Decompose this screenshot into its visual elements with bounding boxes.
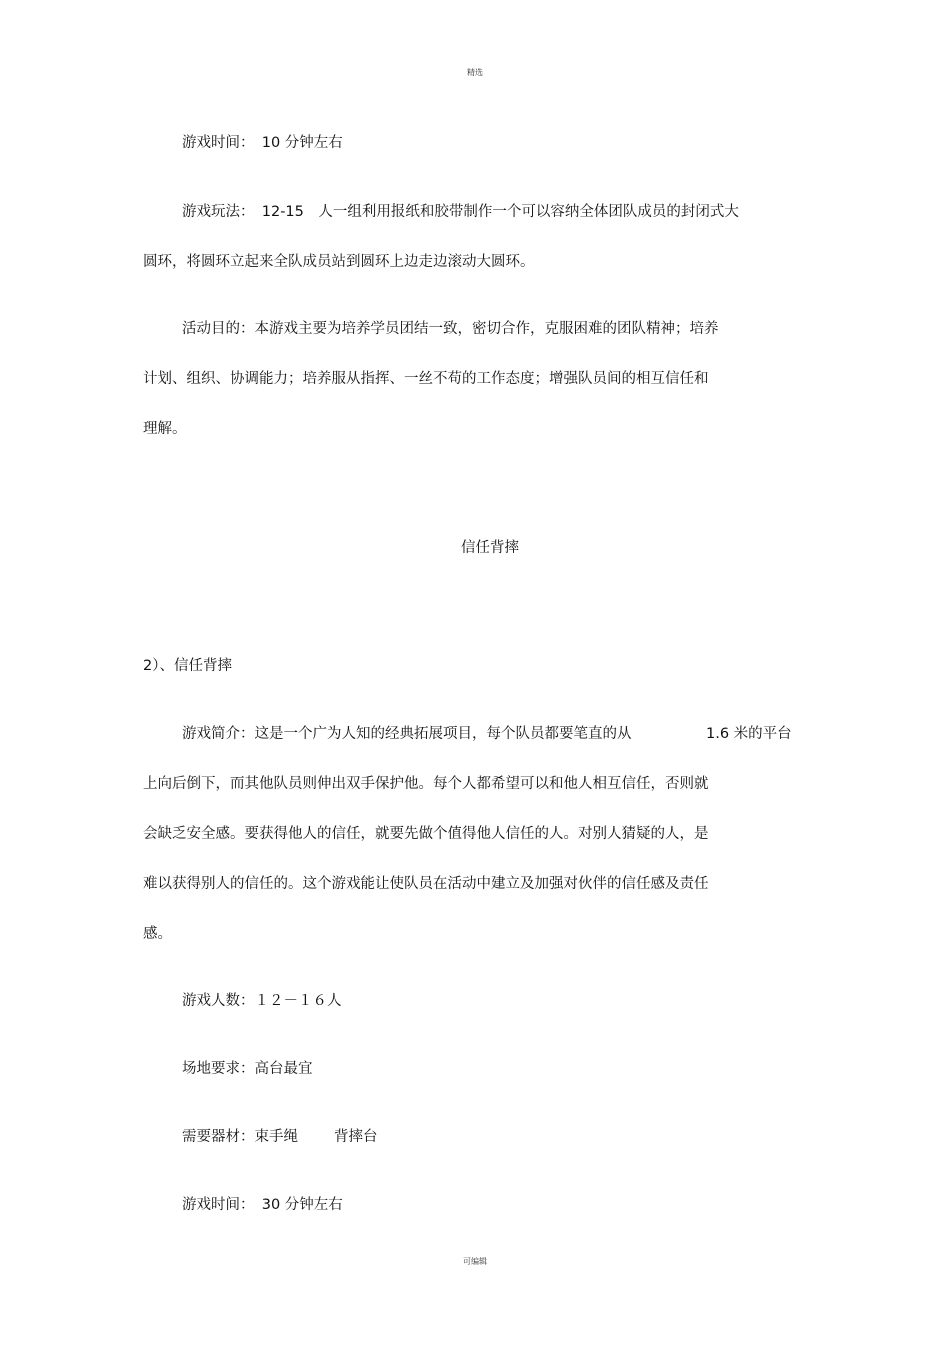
purpose-line-3: 理解。 bbox=[143, 421, 187, 437]
game-time-2: 游戏时间： 30 分钟左右 bbox=[182, 1197, 343, 1213]
page-footer: 可编辑 bbox=[463, 1257, 487, 1266]
intro-line-5: 感。 bbox=[143, 926, 172, 942]
players-line: 游戏人数：１２－１６人 bbox=[182, 993, 342, 1009]
gameplay-line-1: 游戏玩法： 12-15 人一组利用报纸和胶带制作一个可以容纳全体团队成员的封闭式大 bbox=[182, 204, 739, 220]
purpose-line-2: 计划、组织、协调能力；培养服从指挥、一丝不苟的工作态度；增强队员间的相互信任和 bbox=[143, 371, 709, 387]
purpose-line-1: 活动目的：本游戏主要为培养学员团结一致，密切合作，克服困难的团队精神；培养 bbox=[182, 321, 719, 337]
equipment-line: 需要器材：束手绳 bbox=[182, 1129, 298, 1145]
intro-line-1-height: 1.6 米的平台 bbox=[706, 726, 792, 742]
intro-line-3: 会缺乏安全感。要获得他人的信任，就要先做个值得他人信任的人。对别人猜疑的人，是 bbox=[143, 826, 709, 842]
equipment-item-2: 背摔台 bbox=[334, 1129, 378, 1145]
intro-line-1: 游戏简介：这是一个广为人知的经典拓展项目，每个队员都要笔直的从 bbox=[182, 726, 632, 742]
intro-line-4: 难以获得别人的信任的。这个游戏能让使队员在活动中建立及加强对伙伴的信任感及责任 bbox=[143, 876, 709, 892]
section-title: 信任背摔 bbox=[461, 540, 519, 556]
intro-line-2: 上向后倒下，而其他队员则伸出双手保护他。每个人都希望可以和他人相互信任，否则就 bbox=[143, 776, 709, 792]
section-heading: 2）、信任背摔 bbox=[143, 658, 232, 674]
page-header: 精选 bbox=[467, 68, 483, 77]
venue-line: 场地要求：高台最宜 bbox=[182, 1061, 313, 1077]
game-time-1: 游戏时间： 10 分钟左右 bbox=[182, 135, 343, 151]
gameplay-line-2: 圆环，将圆环立起来全队成员站到圆环上边走边滚动大圆环。 bbox=[143, 254, 535, 270]
